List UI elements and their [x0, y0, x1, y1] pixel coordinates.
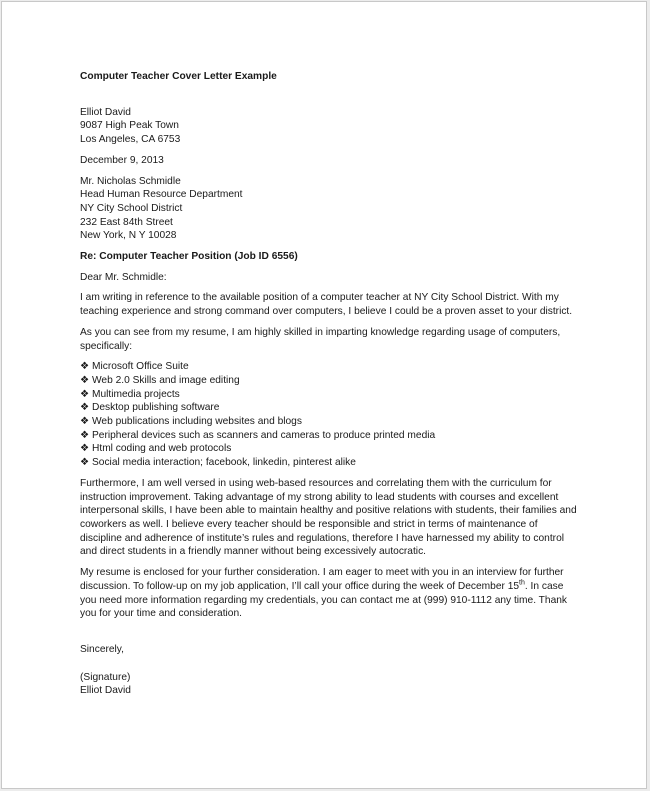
recipient-address [80, 175, 580, 244]
diamond-bullet-icon: ❖ [80, 416, 90, 428]
skills-list [80, 360, 580, 470]
sender-city: Los Angeles, CA 6753 [80, 134, 181, 146]
list-item: ❖ Web 2.0 Skills and image editing [80, 374, 240, 386]
signer-name: Elliot David [80, 685, 131, 697]
diamond-bullet-icon: ❖ [80, 388, 90, 400]
paragraph-skills [80, 326, 580, 353]
list-item: ❖ Social media interaction; facebook, linkedin, pinterest alike [80, 457, 356, 469]
recipient-org: NY City School District [80, 202, 183, 214]
list-item: ❖ Web publications including websites and blogs [80, 416, 302, 428]
recipient-name: Mr. Nicholas Schmidle [80, 175, 181, 187]
list-item: ❖ Microsoft Office Suite [80, 361, 189, 373]
list-item: ❖ Html coding and web protocols [80, 443, 232, 455]
list-item: ❖ Multimedia projects [80, 388, 180, 400]
sender-address [80, 106, 580, 147]
list-item: ❖ Desktop publishing software [80, 402, 220, 414]
paragraph-intro-text: I am writing in reference to the available position of a computer teacher at NY City School District. With my teaching experience and strong command over computers, I believe I could be a proven asset to your district. [80, 292, 573, 318]
paragraph-intro [80, 291, 580, 318]
closing: Sincerely, [80, 643, 124, 655]
letter-date: December 9, 2013 [80, 154, 164, 166]
sender-street: 9087 High Peak Town [80, 120, 179, 132]
paragraph-followup-text: My resume is enclosed for your further consideration. I am eager to meet with you in an interview for further discussion. To follow-up on my job application, I’ll call your office during the week of December 15th. In case you need more information regarding my credentials, you can contact me at (999) 910-1112 any time. Thank you for your time and consideration. [80, 567, 567, 620]
diamond-bullet-icon: ❖ [80, 443, 90, 455]
recipient-city: New York, N Y 10028 [80, 230, 177, 242]
paragraph-followup [80, 566, 580, 621]
subject-line: Re: Computer Teacher Position (Job ID 6556) [80, 251, 298, 263]
paragraph-skills-text: As you can see from my resume, I am highly skilled in imparting knowledge regarding usage of computers, specifically: [80, 326, 561, 352]
salutation: Dear Mr. Schmidle: [80, 271, 167, 283]
letter-body [80, 70, 580, 698]
list-item: ❖ Peripheral devices such as scanners and cameras to produce printed media [80, 429, 436, 441]
signature-placeholder: (Signature) [80, 671, 131, 683]
recipient-street: 232 East 84th Street [80, 216, 173, 228]
diamond-bullet-icon: ❖ [80, 361, 90, 373]
diamond-bullet-icon: ❖ [80, 457, 90, 469]
paragraph-experience-text: Furthermore, I am well versed in using web-based resources and correlating them with the curriculum for instruction improvement. Taking advantage of my strong ability to lead students with courses and excellent interpersonal skills, I have been able to maintain healthy and positive relations with students, their families and coworkers as well. I believe every teacher should be responsible and strict in terms of maintenance of discipline and adherence of institute’s rules and regulations, therefore I have harnessed my ability to control and direct students in a friendly manner without being excessively autocratic. [80, 477, 577, 558]
document-page [1, 1, 647, 789]
diamond-bullet-icon: ❖ [80, 402, 90, 414]
diamond-bullet-icon: ❖ [80, 429, 90, 441]
signature-block [80, 671, 580, 698]
sender-name: Elliot David [80, 106, 131, 118]
document-title: Computer Teacher Cover Letter Example [80, 71, 277, 82]
diamond-bullet-icon: ❖ [80, 374, 90, 386]
recipient-title: Head Human Resource Department [80, 189, 243, 201]
paragraph-experience [80, 477, 580, 559]
